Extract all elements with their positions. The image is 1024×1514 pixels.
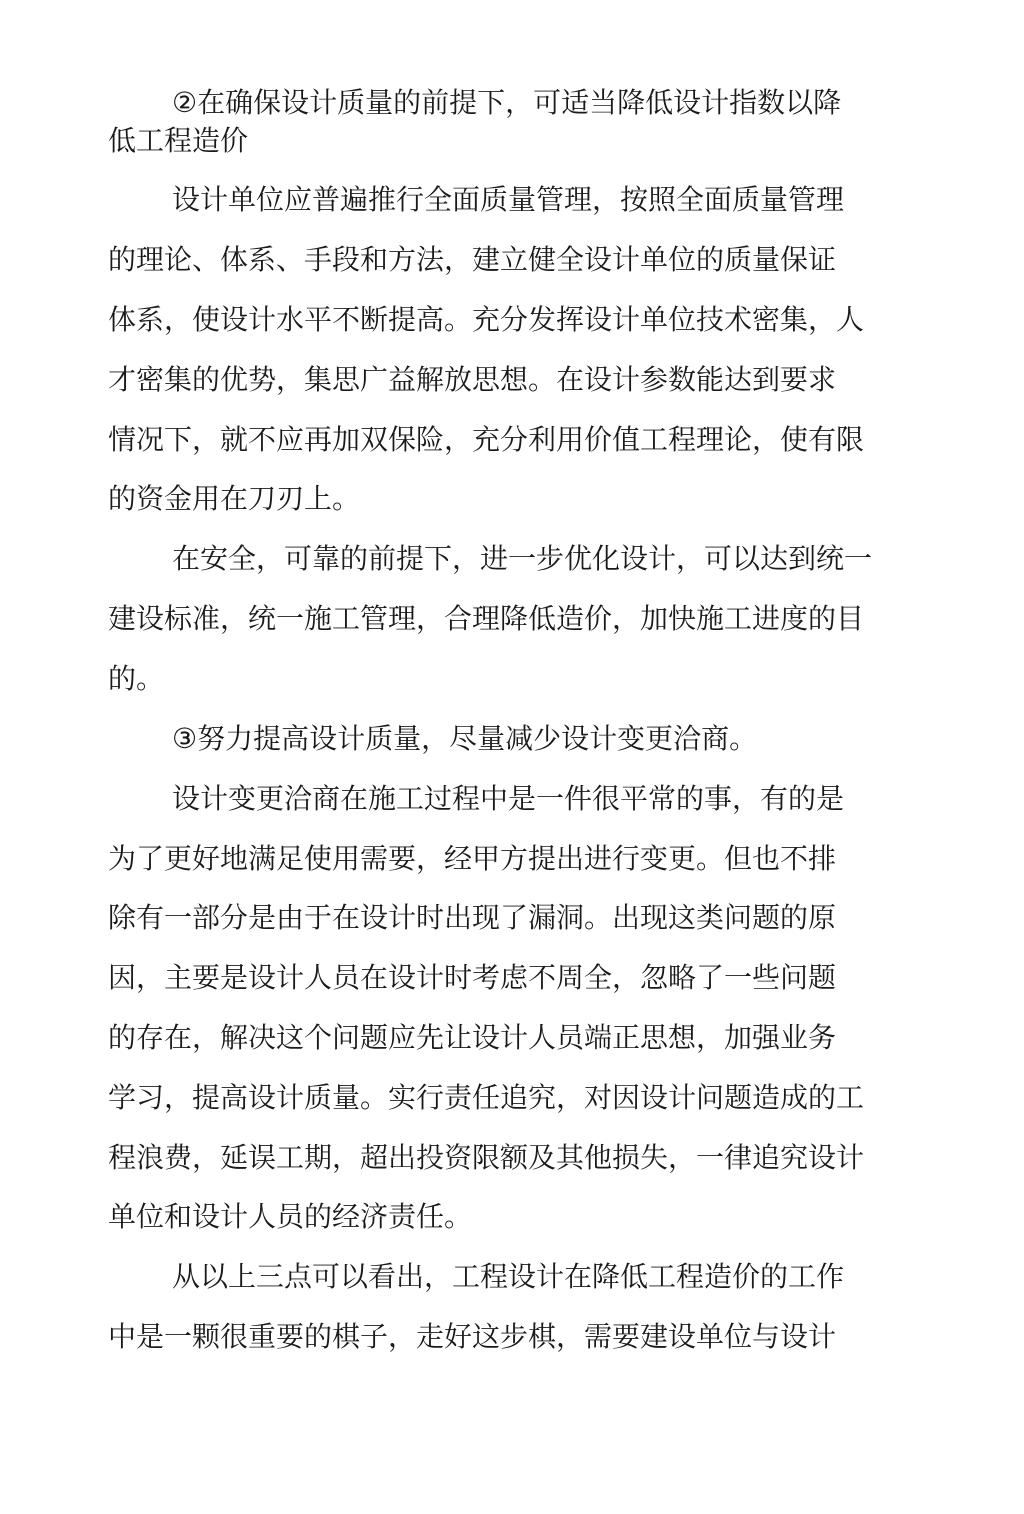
text-line: 的。 bbox=[108, 662, 165, 695]
text-line: 才密集的优势，集思广益解放思想。在设计参数能达到要求 bbox=[108, 363, 837, 396]
text-line: 在安全，可靠的前提下，进一步优化设计，可以达到统一 bbox=[172, 542, 873, 575]
text-line: 从以上三点可以看出，工程设计在降低工程造价的工作 bbox=[172, 1260, 845, 1293]
text-line: 中是一颗很重要的棋子，走好这步棋，需要建设单位与设计 bbox=[108, 1320, 837, 1353]
text-line: 除有一部分是由于在设计时出现了漏洞。出现这类问题的原 bbox=[108, 901, 837, 934]
text-line: 的存在，解决这个问题应先让设计人员端正思想，加强业务 bbox=[108, 1021, 837, 1054]
text-line: 因，主要是设计人员在设计时考虑不周全，忽略了一些问题 bbox=[108, 961, 837, 994]
text-line: ③努力提高设计质量，尽量减少设计变更洽商。 bbox=[172, 722, 758, 755]
text-line: 设计变更洽商在施工过程中是一件很平常的事，有的是 bbox=[172, 782, 845, 815]
text-line: ②在确保设计质量的前提下，可适当降低设计指数以降 bbox=[172, 86, 842, 119]
text-line: 为了更好地满足使用需要，经甲方提出进行变更。但也不排 bbox=[108, 842, 837, 875]
text-line: 程浪费，延误工期，超出投资限额及其他损失，一律追究设计 bbox=[108, 1141, 865, 1174]
text-line: 设计单位应普遍推行全面质量管理，按照全面质量管理 bbox=[172, 183, 845, 216]
text-line: 学习，提高设计质量。实行责任追究，对因设计问题造成的工 bbox=[108, 1081, 865, 1114]
text-line: 单位和设计人员的经济责任。 bbox=[108, 1200, 473, 1233]
text-line: 的理论、体系、手段和方法，建立健全设计单位的质量保证 bbox=[108, 243, 837, 276]
text-line: 建设标准，统一施工管理，合理降低造价，加快施工进度的目 bbox=[108, 602, 865, 635]
text-line: 低工程造价 bbox=[108, 124, 249, 157]
text-line: 体系，使设计水平不断提高。充分发挥设计单位技术密集，人 bbox=[108, 303, 865, 336]
text-line: 的资金用在刀刃上。 bbox=[108, 482, 361, 515]
text-line: 情况下，就不应再加双保险，充分利用价值工程理论，使有限 bbox=[108, 423, 865, 456]
